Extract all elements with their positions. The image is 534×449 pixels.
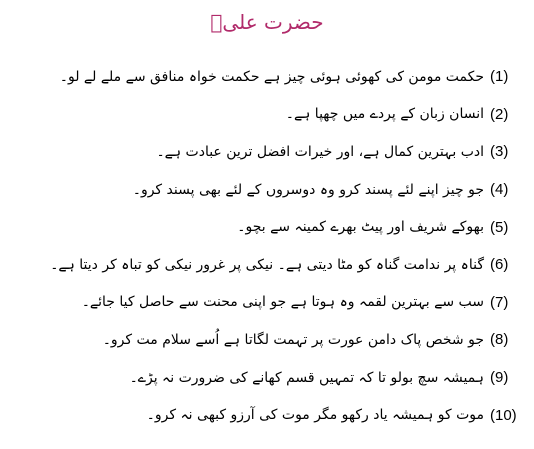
list-item (4, 208, 524, 246)
item-text: حکمت مومن کی کھوئی ہوئی چیز ہے حکمت خواہ منافق سے ملے لے لو۔ (59, 68, 484, 85)
item-text: بھوکے شریف اور پیٹ بھرے کمینہ سے بچو۔ (237, 219, 484, 236)
list-item (4, 284, 524, 322)
list-item (4, 96, 524, 134)
item-text: جو چیز اپنے لئے پسند کرو وہ دوسروں کے لئے بھی پسند کرو۔ (132, 181, 484, 198)
list-item (4, 171, 524, 209)
item-text: سب سے بہترین لقمہ وہ ہوتا ہے جو اپنی محنت سے حاصل کیا جائے۔ (81, 294, 484, 311)
item-text: ہمیشہ سچ بولو تا کہ تمہیں قسم کھانے کی ضرورت نہ پڑے۔ (129, 369, 484, 386)
item-number: (3) (490, 143, 509, 161)
item-number: (10) (490, 406, 517, 424)
page-title: حضرت علیؓ (210, 10, 324, 34)
item-number: (6) (490, 256, 509, 274)
item-text: جو شخص پاک دامن عورت پر تہمت لگاتا ہے اُسے سلام مت کرو۔ (102, 331, 484, 348)
item-text: گناہ پر ندامت گناہ کو مٹا دیتی ہے۔ نیکی پر غرور نیکی کو تباہ کر دیتا ہے۔ (50, 256, 484, 273)
list-item (4, 58, 524, 96)
item-number: (7) (490, 293, 509, 311)
item-number: (1) (490, 68, 509, 86)
item-text: موت کو ہمیشہ یاد رکھو مگر موت کی آرزو کبھی نہ کرو۔ (146, 407, 484, 424)
list-item (4, 396, 524, 434)
item-number: (8) (490, 331, 509, 349)
list-item (4, 133, 524, 171)
item-text: ادب بہترین کمال ہے، اور خیرات افضل ترین عبادت ہے۔ (156, 143, 484, 160)
list-item (4, 359, 524, 397)
item-number: (2) (490, 105, 509, 123)
item-number: (5) (490, 218, 509, 236)
item-text: انسان زبان کے پردے میں چھپا ہے۔ (285, 106, 484, 123)
item-number: (4) (490, 181, 509, 199)
sayings-list (4, 58, 524, 434)
item-number: (9) (490, 369, 509, 387)
list-item (4, 321, 524, 359)
list-item (4, 246, 524, 284)
